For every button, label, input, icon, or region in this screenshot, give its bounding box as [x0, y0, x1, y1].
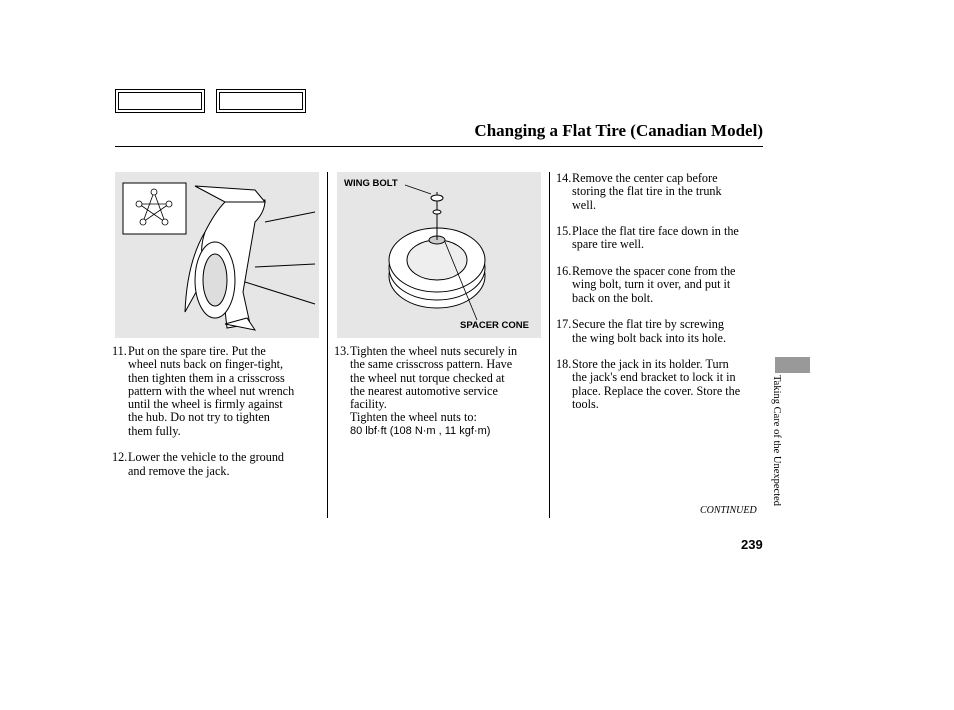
wing-bolt-label: WING BOLT — [344, 178, 398, 189]
step-line: Place the flat tire face down in the — [572, 224, 739, 239]
step-line: then tighten them in a crisscross — [128, 370, 285, 385]
page-title: Changing a Flat Tire (Canadian Model) — [474, 121, 763, 140]
steps-column-3 — [556, 172, 768, 425]
section-label: Taking Care of the Unexpected — [771, 375, 782, 507]
step-line: Put on the spare tire. Put the — [128, 344, 266, 358]
figure-spare-tire — [337, 172, 541, 338]
figure-wheel-nuts — [115, 172, 319, 338]
step-line: Tighten the wheel nuts securely in — [350, 344, 518, 358]
step-line: Lower the vehicle to the ground — [128, 450, 285, 465]
step-item — [556, 225, 768, 252]
step-number: 15. — [556, 224, 572, 239]
nav-box-right[interactable] — [216, 89, 306, 113]
step-number: 16. — [556, 264, 572, 279]
step-line: the wheel nut torque checked at — [350, 370, 505, 385]
section-tab[interactable] — [775, 357, 810, 373]
steps-column-1 — [112, 345, 324, 491]
nav-box-left[interactable] — [115, 89, 205, 113]
step-item — [556, 172, 768, 212]
step-line: and remove the jack. — [128, 463, 230, 478]
step-line: facility. — [350, 397, 387, 412]
step-line: Tighten the wheel nuts to: — [350, 410, 477, 425]
step-number: 14. — [556, 171, 572, 185]
step-item — [334, 345, 546, 438]
step-item — [556, 265, 768, 305]
step-line: Store the jack in its holder. Turn — [572, 357, 729, 372]
step-line: the wing bolt back into its hole. — [572, 330, 727, 345]
step-item — [556, 358, 768, 411]
step-line: Remove the center cap before — [572, 171, 718, 185]
person-illustration — [185, 186, 315, 330]
step-line: well. — [572, 197, 597, 212]
step-line: pattern with the wheel nut wrench — [128, 383, 295, 398]
step-line: them fully. — [128, 423, 181, 438]
step-number: 18. — [556, 357, 572, 372]
step-number: 12. — [112, 450, 128, 465]
title-rule — [115, 146, 763, 147]
step-line: tools. — [572, 397, 599, 412]
column-divider — [327, 172, 328, 518]
column-divider — [549, 172, 550, 518]
step-line: Secure the flat tire by screwing — [572, 317, 724, 332]
page-number: 239 — [741, 537, 763, 552]
step-line: the hub. Do not try to tighten — [128, 410, 270, 425]
step-line: until the wheel is firmly against — [128, 397, 283, 412]
step-item — [112, 345, 324, 438]
step-line: Remove the spacer cone from the — [572, 264, 736, 279]
spacer-cone-label: SPACER CONE — [460, 320, 529, 331]
torque-spec: 80 lbf·ft (108 N·m , 11 kgf·m) — [350, 424, 491, 437]
continued-label: CONTINUED — [700, 505, 757, 516]
step-line: back on the bolt. — [572, 290, 654, 305]
step-line: spare tire well. — [572, 237, 645, 252]
step-line: the jack's end bracket to lock it in — [572, 370, 736, 385]
step-item — [556, 318, 768, 345]
step-line: the nearest automotive service — [350, 383, 498, 398]
step-line: storing the flat tire in the trunk — [572, 184, 722, 199]
step-number: 11. — [112, 344, 127, 358]
step-number: 13. — [334, 344, 350, 358]
step-item — [112, 451, 324, 478]
step-line: wheel nuts back on finger-tight, — [128, 357, 284, 372]
step-line: place. Replace the cover. Store the — [572, 383, 741, 398]
step-line: the same crisscross pattern. Have — [350, 357, 513, 372]
step-line: wing bolt, turn it over, and put it — [572, 277, 731, 292]
steps-column-2 — [334, 345, 546, 451]
step-number: 17. — [556, 317, 572, 332]
